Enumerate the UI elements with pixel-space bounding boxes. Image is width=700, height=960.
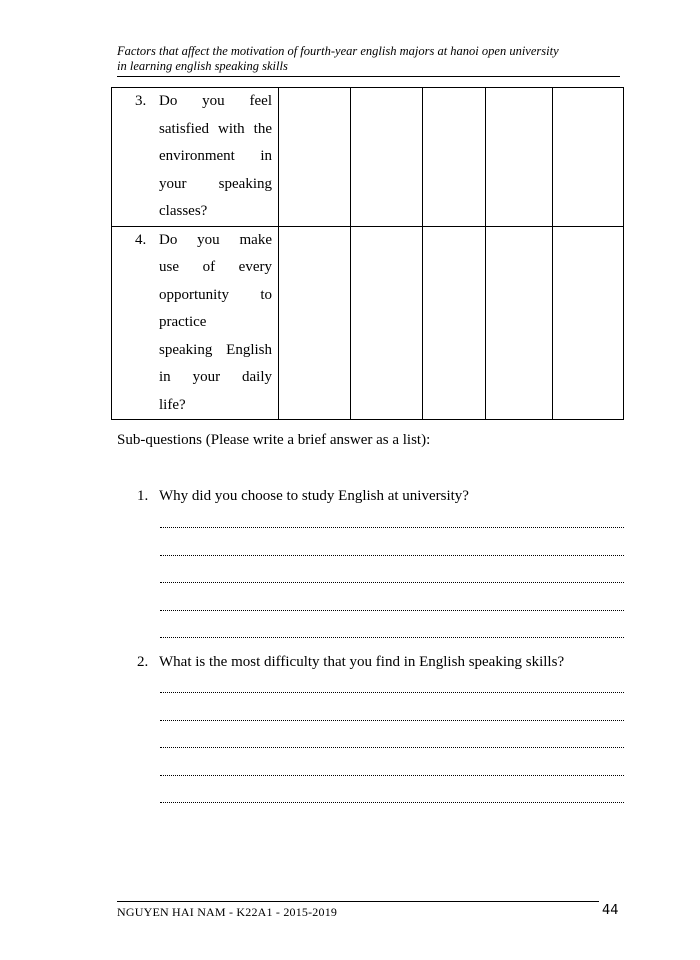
question-cell [112, 226, 279, 420]
answer-line[interactable] [160, 527, 624, 528]
question-line: environment in [159, 148, 272, 164]
header-line-1: Factors that affect the motivation of fourth-year english majors at hanoi open university [117, 44, 559, 58]
question-line: classes? [159, 203, 208, 219]
question-number: 4. [135, 231, 147, 248]
question-line: in your daily [159, 369, 272, 385]
answer-line[interactable] [160, 637, 624, 638]
question-line: satisfied with the [159, 120, 272, 137]
footer-text: NGUYEN HAI NAM - K22A1 - 2015-2019 [117, 905, 338, 919]
answer-line[interactable] [160, 720, 624, 721]
table-row [112, 226, 624, 420]
answer-cell[interactable] [423, 88, 486, 227]
answer-cell[interactable] [486, 226, 553, 420]
answer-cell[interactable] [279, 226, 351, 420]
question-line: Do you make [159, 231, 272, 248]
survey-table [111, 87, 624, 420]
answer-line[interactable] [160, 555, 624, 556]
answer-cell[interactable] [486, 88, 553, 227]
subquestion-item [137, 654, 564, 671]
question-text [159, 88, 272, 226]
answer-cell[interactable] [423, 226, 486, 420]
header-line-2: in learning english speaking skills [117, 59, 288, 73]
question-number: 3. [135, 93, 147, 109]
question-cell [112, 88, 279, 227]
answer-cell[interactable] [553, 226, 624, 420]
answer-line[interactable] [160, 747, 624, 748]
answer-line[interactable] [160, 802, 624, 803]
answer-cell[interactable] [279, 88, 351, 227]
subquestion-number: 1. [137, 488, 149, 504]
answer-cell[interactable] [351, 88, 423, 227]
running-header [117, 44, 620, 77]
table-row [112, 88, 624, 227]
subquestion-text: What is the most difficulty that you find in English speaking skills? [159, 654, 565, 670]
answer-cell[interactable] [553, 88, 624, 227]
question-line: life? [159, 396, 186, 413]
subquestion-item [137, 488, 469, 505]
question-line: Do you feel [159, 93, 272, 109]
question-line: your speaking [159, 175, 272, 192]
question-line: use of every [159, 259, 272, 275]
page-number: 44 [602, 903, 619, 918]
answer-line[interactable] [160, 610, 624, 611]
question-line: speaking English [159, 341, 272, 358]
footer-rule [117, 901, 599, 902]
question-line: opportunity to [159, 286, 272, 303]
answer-line[interactable] [160, 582, 624, 583]
answer-cell[interactable] [351, 226, 423, 420]
subquestion-text: Why did you choose to study English at university? [159, 488, 469, 504]
question-text [159, 227, 272, 420]
answer-line[interactable] [160, 775, 624, 776]
answer-line[interactable] [160, 692, 624, 693]
subquestion-number: 2. [137, 654, 149, 670]
subquestions-intro: Sub-questions (Please write a brief answer as a list): [117, 432, 431, 448]
question-line: practice [159, 314, 207, 330]
